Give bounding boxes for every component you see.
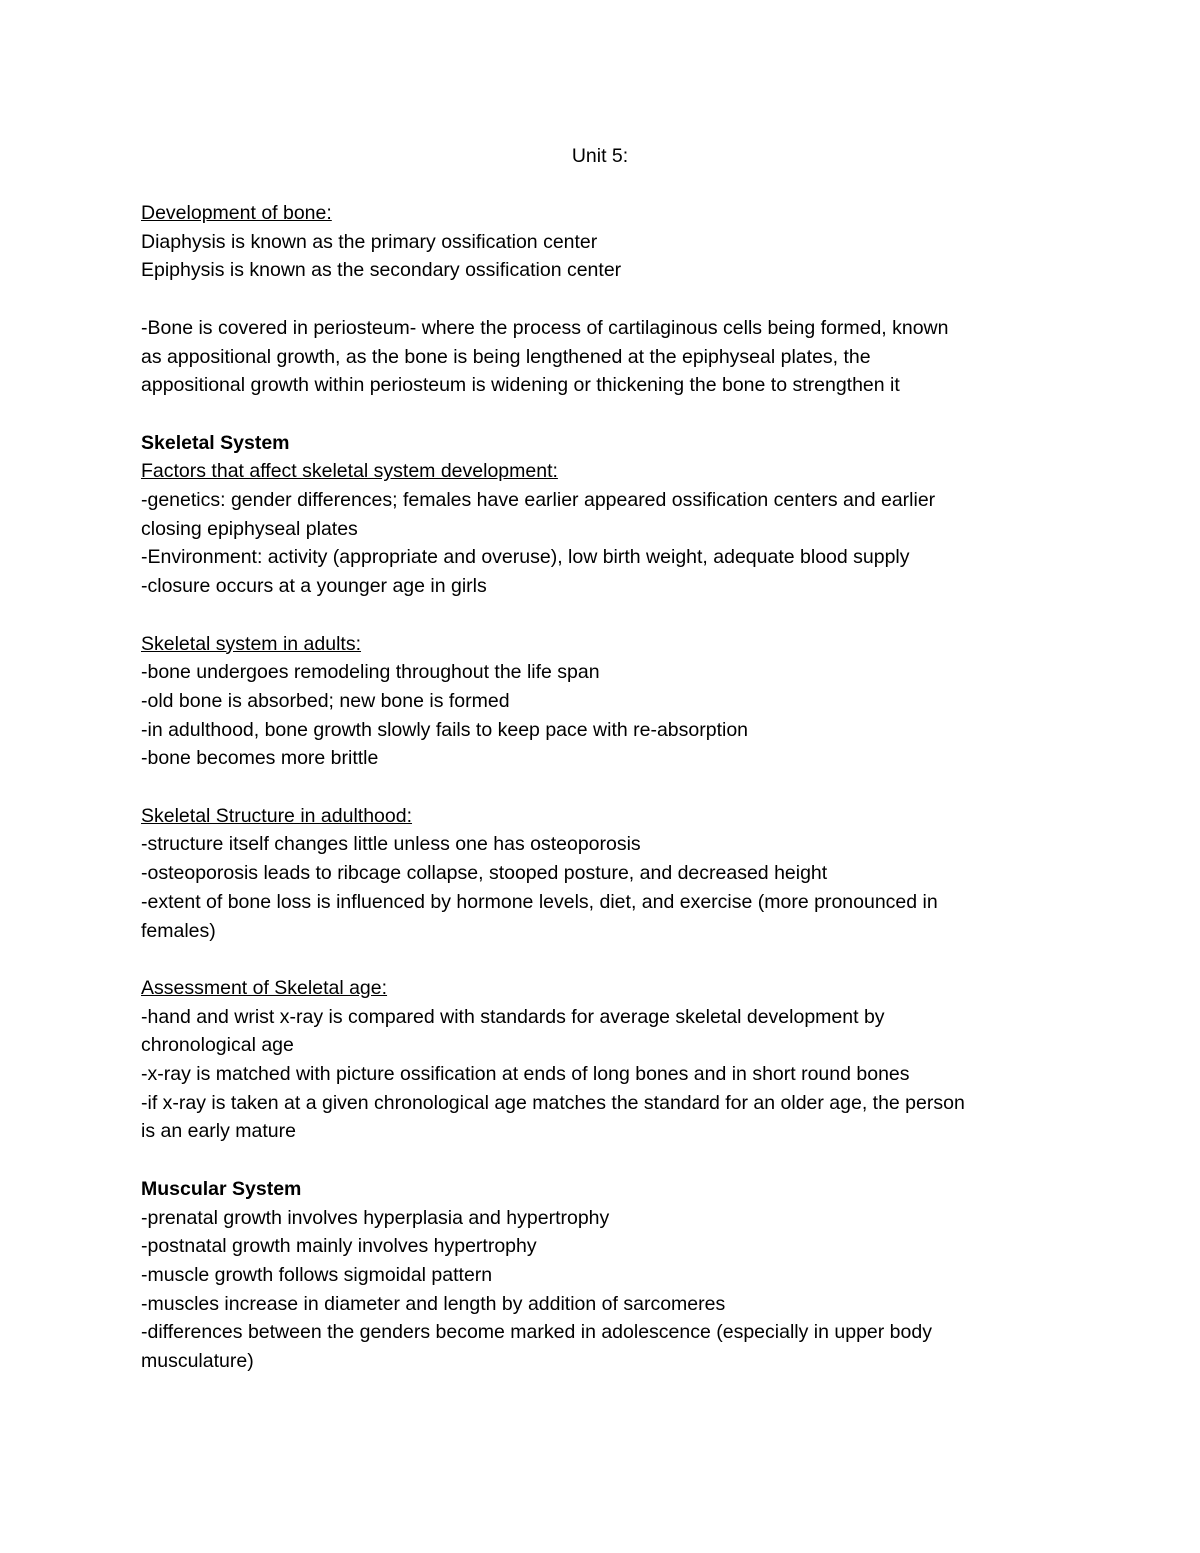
assessment-line-4: -if x-ray is taken at a given chronological age matches the standard for an older age, the person: [141, 1091, 965, 1114]
structure-heading: Skeletal Structure in adulthood:: [141, 804, 413, 827]
title-container: [0, 142, 1200, 171]
assessment-line-2: chronological age: [141, 1034, 294, 1057]
assessment-heading: Assessment of Skeletal age:: [141, 976, 388, 999]
development-line-2: Epiphysis is known as the secondary ossification center: [141, 259, 622, 282]
muscular-line-5: -differences between the genders become marked in adolescence (especially in upper body: [141, 1321, 932, 1344]
document-body: [141, 199, 1061, 1376]
spacer: [141, 945, 1061, 974]
skeletal-factors-subheading: Factors that affect skeletal system development:: [141, 460, 558, 483]
spacer: [141, 285, 1061, 314]
skeletal-factors-line-1: -genetics: gender differences; females have earlier appeared ossification centers and earlier: [141, 489, 936, 511]
muscular-line-6: musculature): [141, 1350, 254, 1373]
adults-line-4: -bone becomes more brittle: [141, 747, 379, 770]
skeletal-system-heading: Skeletal System: [141, 431, 290, 454]
spacer: [141, 400, 1061, 429]
structure-line-1: -structure itself changes little unless one has osteoporosis: [141, 833, 641, 856]
muscular-line-2: -postnatal growth mainly involves hypertrophy: [141, 1235, 537, 1258]
development-para-line-2: as appositional growth, as the bone is being lengthened at the epiphyseal plates, the: [141, 345, 871, 368]
spacer: [141, 773, 1061, 802]
assessment-line-5: is an early mature: [141, 1120, 296, 1143]
structure-line-2: -osteoporosis leads to ribcage collapse, stooped posture, and decreased height: [141, 862, 828, 885]
development-para-line-3: appositional growth within periosteum is widening or thickening the bone to strengthen it: [141, 374, 900, 397]
spacer: [141, 601, 1061, 630]
skeletal-factors-line-3: -Environment: activity (appropriate and overuse), low birth weight, adequate blood supply: [141, 546, 910, 569]
adults-heading: Skeletal system in adults:: [141, 632, 362, 655]
development-line-1: Diaphysis is known as the primary ossification center: [141, 230, 598, 253]
structure-line-3: -extent of bone loss is influenced by hormone levels, diet, and exercise (more pronounced in: [141, 890, 938, 913]
muscular-line-4: -muscles increase in diameter and length by addition of sarcomeres: [141, 1292, 726, 1315]
skeletal-factors-line-2: closing epiphyseal plates: [141, 517, 358, 540]
assessment-line-3: -x-ray is matched with picture ossification at ends of long bones and in short round bones: [141, 1063, 910, 1086]
muscular-line-3: -muscle growth follows sigmoidal pattern: [141, 1263, 493, 1286]
adults-line-3: -in adulthood, bone growth slowly fails to keep pace with re-absorption: [141, 718, 749, 741]
adults-line-2: -old bone is absorbed; new bone is formed: [141, 689, 510, 712]
skeletal-factors-line-4: -closure occurs at a younger age in girls: [141, 575, 487, 598]
adults-line-1: -bone undergoes remodeling throughout the life span: [141, 661, 600, 684]
assessment-line-1: -hand and wrist x-ray is compared with standards for average skeletal development by: [141, 1005, 885, 1028]
development-para-line-1: -Bone is covered in periosteum- where the process of cartilaginous cells being formed, known: [141, 316, 949, 339]
muscular-line-1: -prenatal growth involves hyperplasia and hypertrophy: [141, 1206, 610, 1229]
muscular-system-heading: Muscular System: [141, 1177, 302, 1200]
structure-line-4: females): [141, 919, 216, 942]
page-title: Unit 5:: [571, 145, 629, 167]
development-heading: Development of bone:: [141, 202, 332, 224]
spacer: [141, 1146, 1061, 1175]
